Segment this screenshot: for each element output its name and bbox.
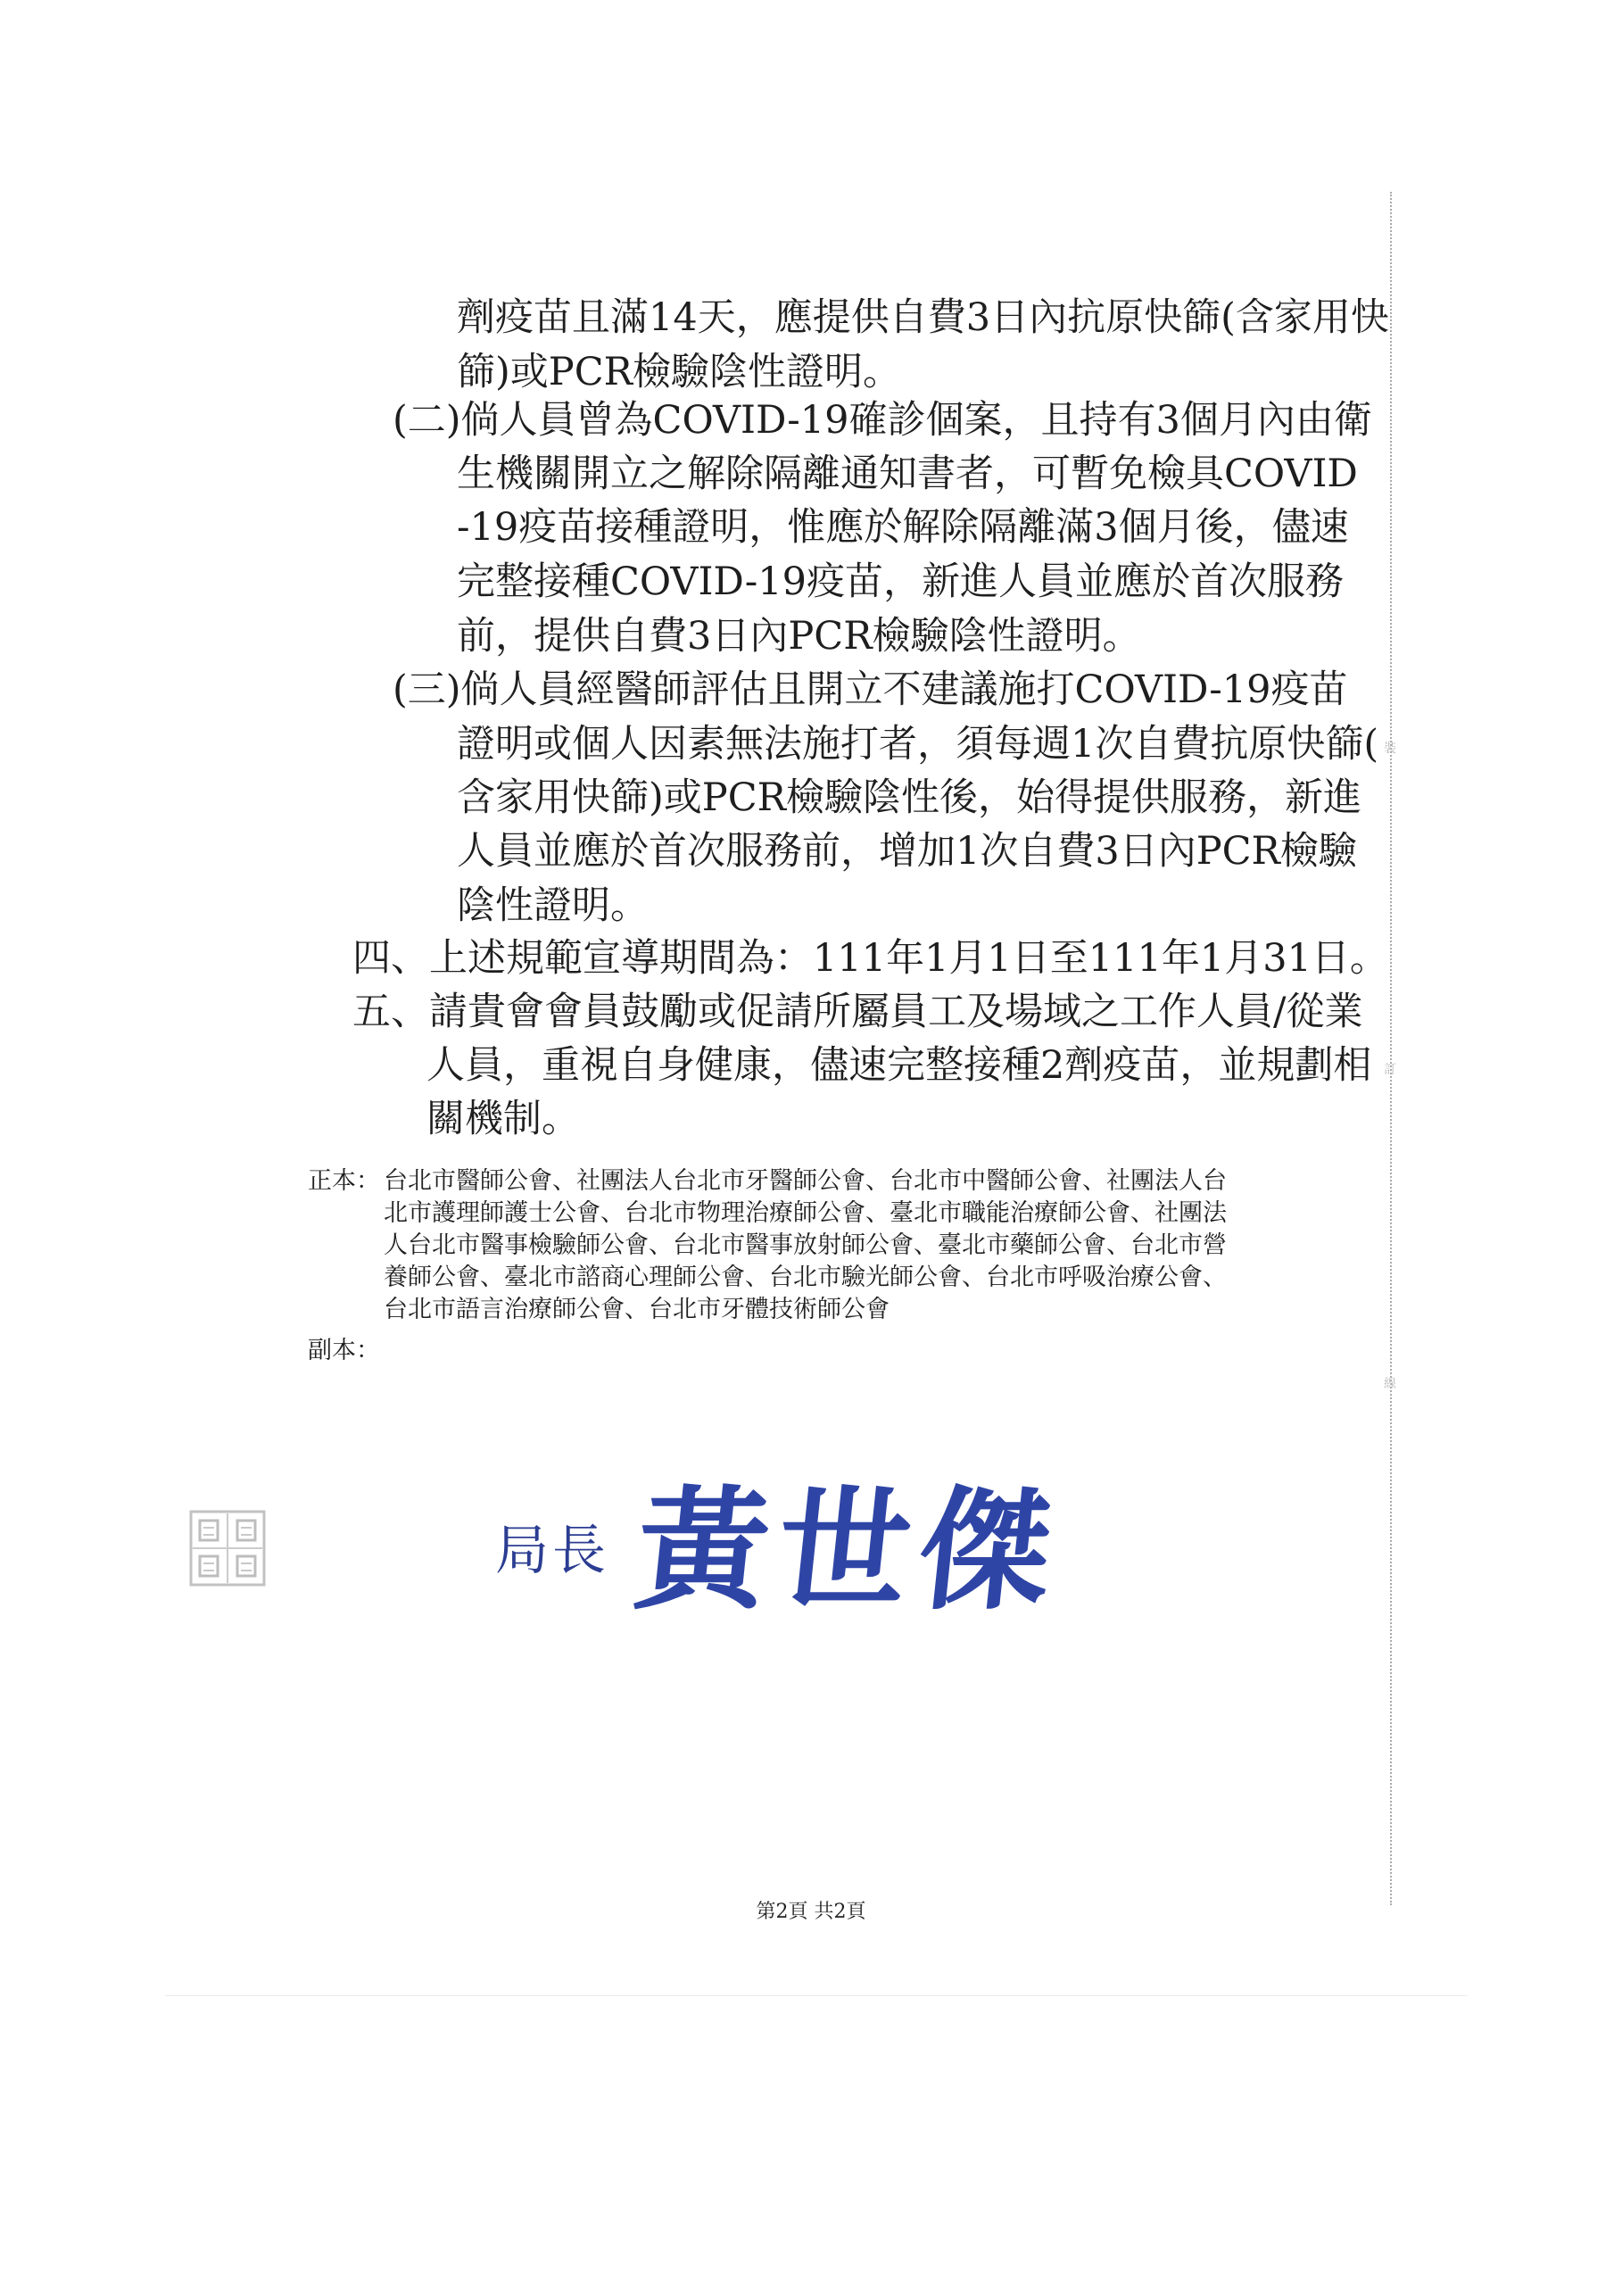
body-line-10: 含家用快篩)或PCR檢驗陰性後，始得提供服務，新進 [457, 775, 1361, 820]
body-line-1: 劑疫苗且滿14天，應提供自費3日內抗原快篩(含家用快 [457, 295, 1389, 340]
body-line-4: 生機關開立之解除隔離通知書者，可暫免檢具COVID [457, 452, 1358, 496]
distribution-line-3: 人台北市醫事檢驗師公會、台北市醫事放射師公會、臺北市藥師公會、台北市營 [384, 1231, 1227, 1259]
handwritten-signature: 黃世傑 [628, 1474, 1068, 1628]
body-line-15: 人員，重視自身健康，儘速完整接種2劑疫苗，並規劃相 [426, 1043, 1372, 1088]
body-line-7: 前，提供自費3日內PCR檢驗陰性證明。 [457, 614, 1141, 659]
distribution-copy-label: 副本： [308, 1337, 380, 1364]
body-line-5: -19疫苗接種證明，惟應於解除隔離滿3個月後，儘速 [457, 505, 1349, 550]
distribution-line-5: 台北市語言治療師公會、台北市牙體技術師公會 [384, 1296, 890, 1323]
binding-dotted-line [1390, 192, 1392, 1905]
faint-seal-stamp [187, 1508, 268, 1588]
body-line-16: 關機制。 [426, 1097, 580, 1141]
signature-title: 局長 [495, 1520, 609, 1582]
distribution-line-2: 北市護理師護士公會、台北市物理治療師公會、臺北市職能治療師公會、社團法 [384, 1199, 1227, 1227]
scan-edge-line [165, 1995, 1468, 1996]
body-line-9: 證明或個人因素無法施打者，須每週1次自費抗原快篩( [457, 722, 1379, 767]
binding-mark-xian: 線 [1384, 1377, 1396, 1391]
body-line-14: 五、請貴會會員鼓勵或促請所屬員工及場域之工作人員/從業 [352, 990, 1363, 1034]
distribution-main-label: 正本： [308, 1167, 380, 1195]
body-line-6: 完整接種COVID-19疫苗，新進人員並應於首次服務 [457, 559, 1344, 604]
body-line-2: 篩)或PCR檢驗陰性證明。 [457, 350, 901, 394]
binding-mark-zhuang: 裝 [1384, 742, 1396, 756]
body-line-11: 人員並應於首次服務前，增加1次自費3日內PCR檢驗 [457, 829, 1357, 874]
body-line-13: 四、上述規範宣導期間為：111年1月1日至111年1月31日。 [352, 936, 1388, 981]
page-footer: 第2頁 共2頁 [756, 1901, 866, 1923]
distribution-line-4: 養師公會、臺北市諮商心理師公會、台北市驗光師公會、台北市呼吸治療公會、 [384, 1264, 1227, 1291]
distribution-line-1: 台北市醫師公會、社團法人台北市牙醫師公會、台北市中醫師公會、社團法人台 [384, 1167, 1227, 1195]
body-line-12: 陰性證明。 [457, 883, 649, 928]
binding-mark-ding: 訂 [1384, 1063, 1396, 1077]
body-line-3: (二)倘人員曾為COVID-19確診個案，且持有3個月內由衛 [393, 398, 1372, 443]
body-line-8: (三)倘人員經醫師評估且開立不建議施打COVID-19疫苗 [393, 667, 1348, 712]
